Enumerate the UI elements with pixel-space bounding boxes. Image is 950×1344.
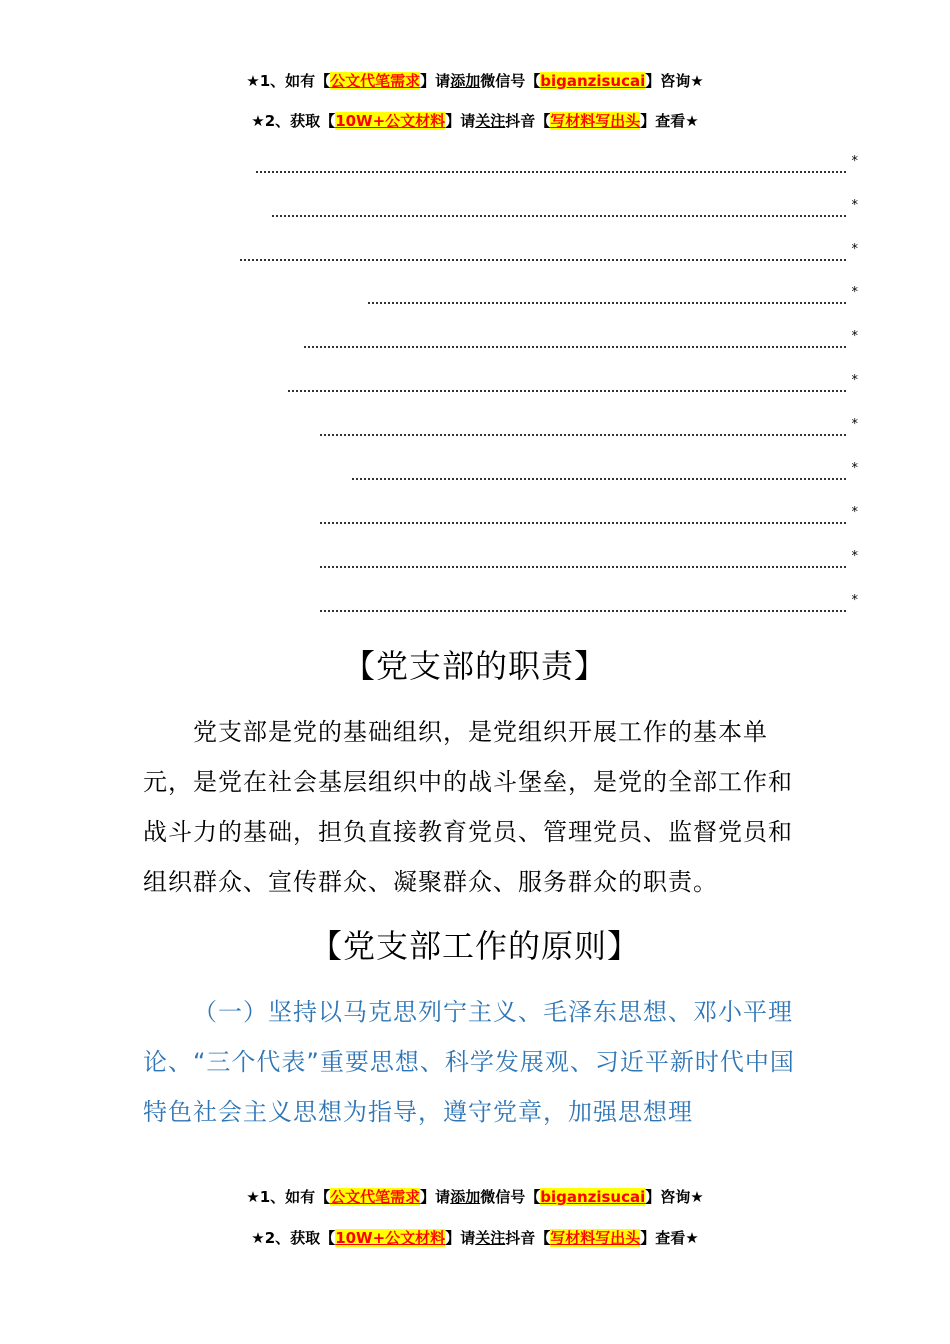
- douyin-account: 写材料写出头: [550, 1229, 641, 1247]
- banner-text: ★2、获取【: [251, 112, 336, 130]
- dotted-leader: [256, 171, 846, 173]
- section-paragraph-duties: 党支部是党的基础组织，是党组织开展工作的基本单元，是党在社会基层组织中的战斗堡垒，是党的全部工作和战斗力的基础，担负直接教育党员、管理党员、监督党员和组织群众、宣传群众、凝聚群众、服务群众的职责。: [143, 718, 793, 896]
- banner-text: 】查看★: [640, 112, 699, 130]
- dotted-leader: [368, 302, 846, 304]
- toc-entry[interactable]: [272, 198, 858, 222]
- toc-page-mark: *: [851, 198, 858, 213]
- dotted-leader: [320, 522, 846, 524]
- section-heading-duties: 【党支部的职责】: [342, 647, 607, 685]
- emphasized-text: 关注: [475, 112, 506, 130]
- highlighted-text: 10W+公文材料: [335, 1229, 446, 1247]
- toc-entry[interactable]: [240, 242, 858, 266]
- dotted-leader: [304, 346, 846, 348]
- toc-entry[interactable]: [320, 549, 858, 573]
- highlighted-text: 公文代笔需求: [330, 1188, 421, 1206]
- toc-entry[interactable]: [320, 417, 858, 441]
- toc-entry[interactable]: [288, 373, 858, 397]
- banner-text: 抖音【: [505, 112, 551, 130]
- top-banner-line-1: [0, 70, 950, 92]
- dotted-leader: [320, 610, 846, 612]
- banner-text: ★1、如有【: [246, 72, 331, 90]
- banner-text: 】请: [420, 1188, 451, 1206]
- section-heading-principles: 【党支部工作的原则】: [309, 927, 640, 965]
- banner-text: ★2、获取【: [251, 1229, 336, 1247]
- toc-entry[interactable]: [256, 154, 858, 178]
- wechat-id: biganzisucai: [540, 1188, 646, 1206]
- toc-page-mark: *: [851, 373, 858, 388]
- toc-page-mark: *: [851, 329, 858, 344]
- top-banner-line-2: [0, 110, 950, 132]
- bottom-banner-line-2: [0, 1227, 950, 1249]
- dotted-leader: [240, 259, 846, 261]
- highlighted-text: 公文代笔需求: [330, 72, 421, 90]
- toc-entry[interactable]: [304, 329, 858, 353]
- section-paragraph-principles: （一）坚持以马克思列宁主义、毛泽东思想、邓小平理论、“三个代表”重要思想、科学发展观、习近平新时代中国特色社会主义思想为指导，遵守党章，加强思想理: [143, 998, 795, 1126]
- toc-page-mark: *: [851, 242, 858, 257]
- toc-page-mark: *: [851, 285, 858, 300]
- toc-page-mark: *: [851, 417, 858, 432]
- dotted-leader: [288, 390, 846, 392]
- dotted-leader: [320, 566, 846, 568]
- dotted-leader: [352, 478, 846, 480]
- banner-text: 微信号【: [480, 72, 541, 90]
- banner-text: 】咨询★: [645, 72, 704, 90]
- toc-entry[interactable]: [352, 461, 858, 485]
- banner-text: 】查看★: [640, 1229, 699, 1247]
- toc-page-mark: *: [851, 593, 858, 608]
- banner-text: 】请: [445, 1229, 476, 1247]
- emphasized-text: 添加: [450, 72, 481, 90]
- toc-page-mark: *: [851, 461, 858, 476]
- toc-page-mark: *: [851, 549, 858, 564]
- emphasized-text: 关注: [475, 1229, 506, 1247]
- toc-page-mark: *: [851, 505, 858, 520]
- toc-page-mark: *: [851, 154, 858, 169]
- banner-text: 】请: [445, 112, 476, 130]
- banner-text: 】咨询★: [645, 1188, 704, 1206]
- toc-entry[interactable]: [320, 505, 858, 529]
- toc-entry[interactable]: [368, 285, 858, 309]
- douyin-account: 写材料写出头: [550, 112, 641, 130]
- banner-text: 抖音【: [505, 1229, 551, 1247]
- dotted-leader: [320, 434, 846, 436]
- bottom-banner-line-1: [0, 1186, 950, 1208]
- wechat-id: biganzisucai: [540, 72, 646, 90]
- highlighted-text: 10W+公文材料: [335, 112, 446, 130]
- emphasized-text: 添加: [450, 1188, 481, 1206]
- banner-text: 】请: [420, 72, 451, 90]
- banner-text: 微信号【: [480, 1188, 541, 1206]
- banner-text: ★1、如有【: [246, 1188, 331, 1206]
- dotted-leader: [272, 215, 846, 217]
- toc-entry[interactable]: [320, 593, 858, 617]
